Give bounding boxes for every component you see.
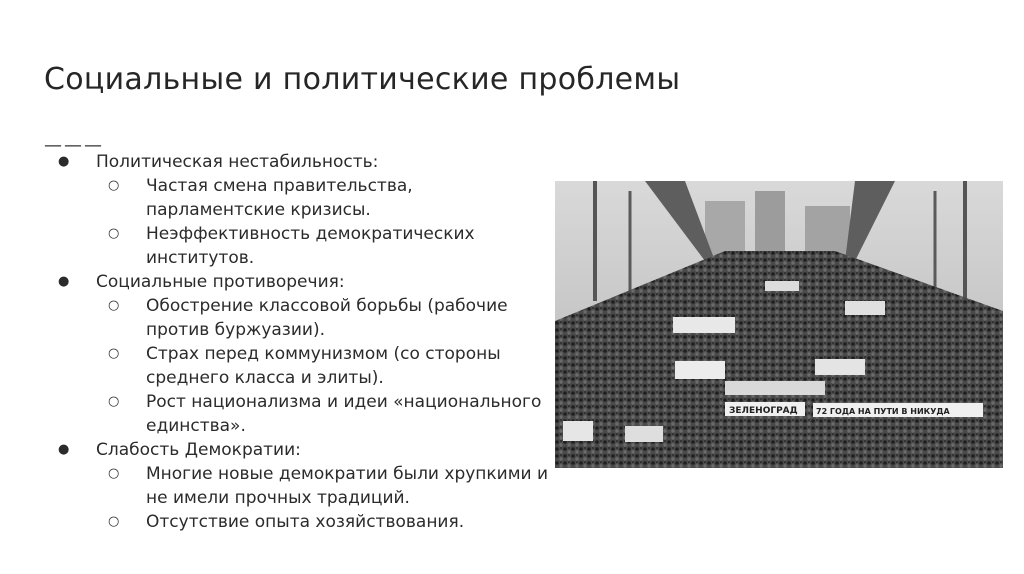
bullet-dot-icon: ● [58,154,70,169]
circle-bullet-icon: ○ [108,394,120,409]
placard [725,381,825,395]
circle-bullet-icon: ○ [108,178,120,193]
sub-item [96,390,552,438]
sub-item [96,222,552,270]
sub-item-text: Страх перед коммунизмом (со стороны среднего класса и элиты). [146,344,501,388]
bullet-item [52,270,552,438]
bullet-list [52,150,552,534]
sub-item [96,174,552,222]
circle-bullet-icon: ○ [108,298,120,313]
bullet-label: Слабость Демократии: [96,440,301,460]
title-underline: ——— [44,135,104,156]
sub-item [96,294,552,342]
circle-bullet-icon: ○ [108,514,120,529]
sub-list [96,174,552,270]
bullet-item [52,438,552,534]
sub-item-text: Частая смена правительства, парламентские кризисы. [146,176,413,220]
bullet-label: Политическая нестабильность: [96,152,379,172]
slide-title: Социальные и политические проблемы [44,62,681,97]
building-shape [755,191,785,261]
sub-item-text: Обострение классовой борьбы (рабочие против буржуазии). [146,296,508,340]
placard [673,317,735,333]
placard [765,281,799,291]
placard [815,359,865,375]
sub-item-text: Многие новые демократии были хрупкими и не имели прочных традиций. [146,464,549,508]
banner-72-years-text: 72 ГОДА НА ПУТИ В НИКУДА [816,407,950,416]
bullet-dot-icon: ● [58,274,70,289]
placard [563,421,593,441]
circle-bullet-icon: ○ [108,346,120,361]
sub-list [96,294,552,438]
sub-list [96,462,552,534]
bullet-dot-icon: ● [58,442,70,457]
sub-item-text: Рост национализма и идеи «национального единства». [146,392,542,436]
sub-item [96,342,552,390]
bullet-item [52,150,552,270]
photo-illustration [555,181,1003,468]
banner-zelenograd-text: ЗЕЛЕНОГРАД [729,406,798,416]
placard [675,361,725,379]
sub-item [96,462,552,510]
sub-item-text: Неэффективность демократических институтов. [146,224,475,268]
circle-bullet-icon: ○ [108,226,120,241]
crowd-demonstration-photo [555,181,1003,468]
sub-item [96,510,552,534]
placard [845,301,885,315]
placard [625,426,663,442]
circle-bullet-icon: ○ [108,466,120,481]
bullet-label: Социальные противоречия: [96,272,345,292]
sub-item-text: Отсутствие опыта хозяйствования. [146,512,465,532]
